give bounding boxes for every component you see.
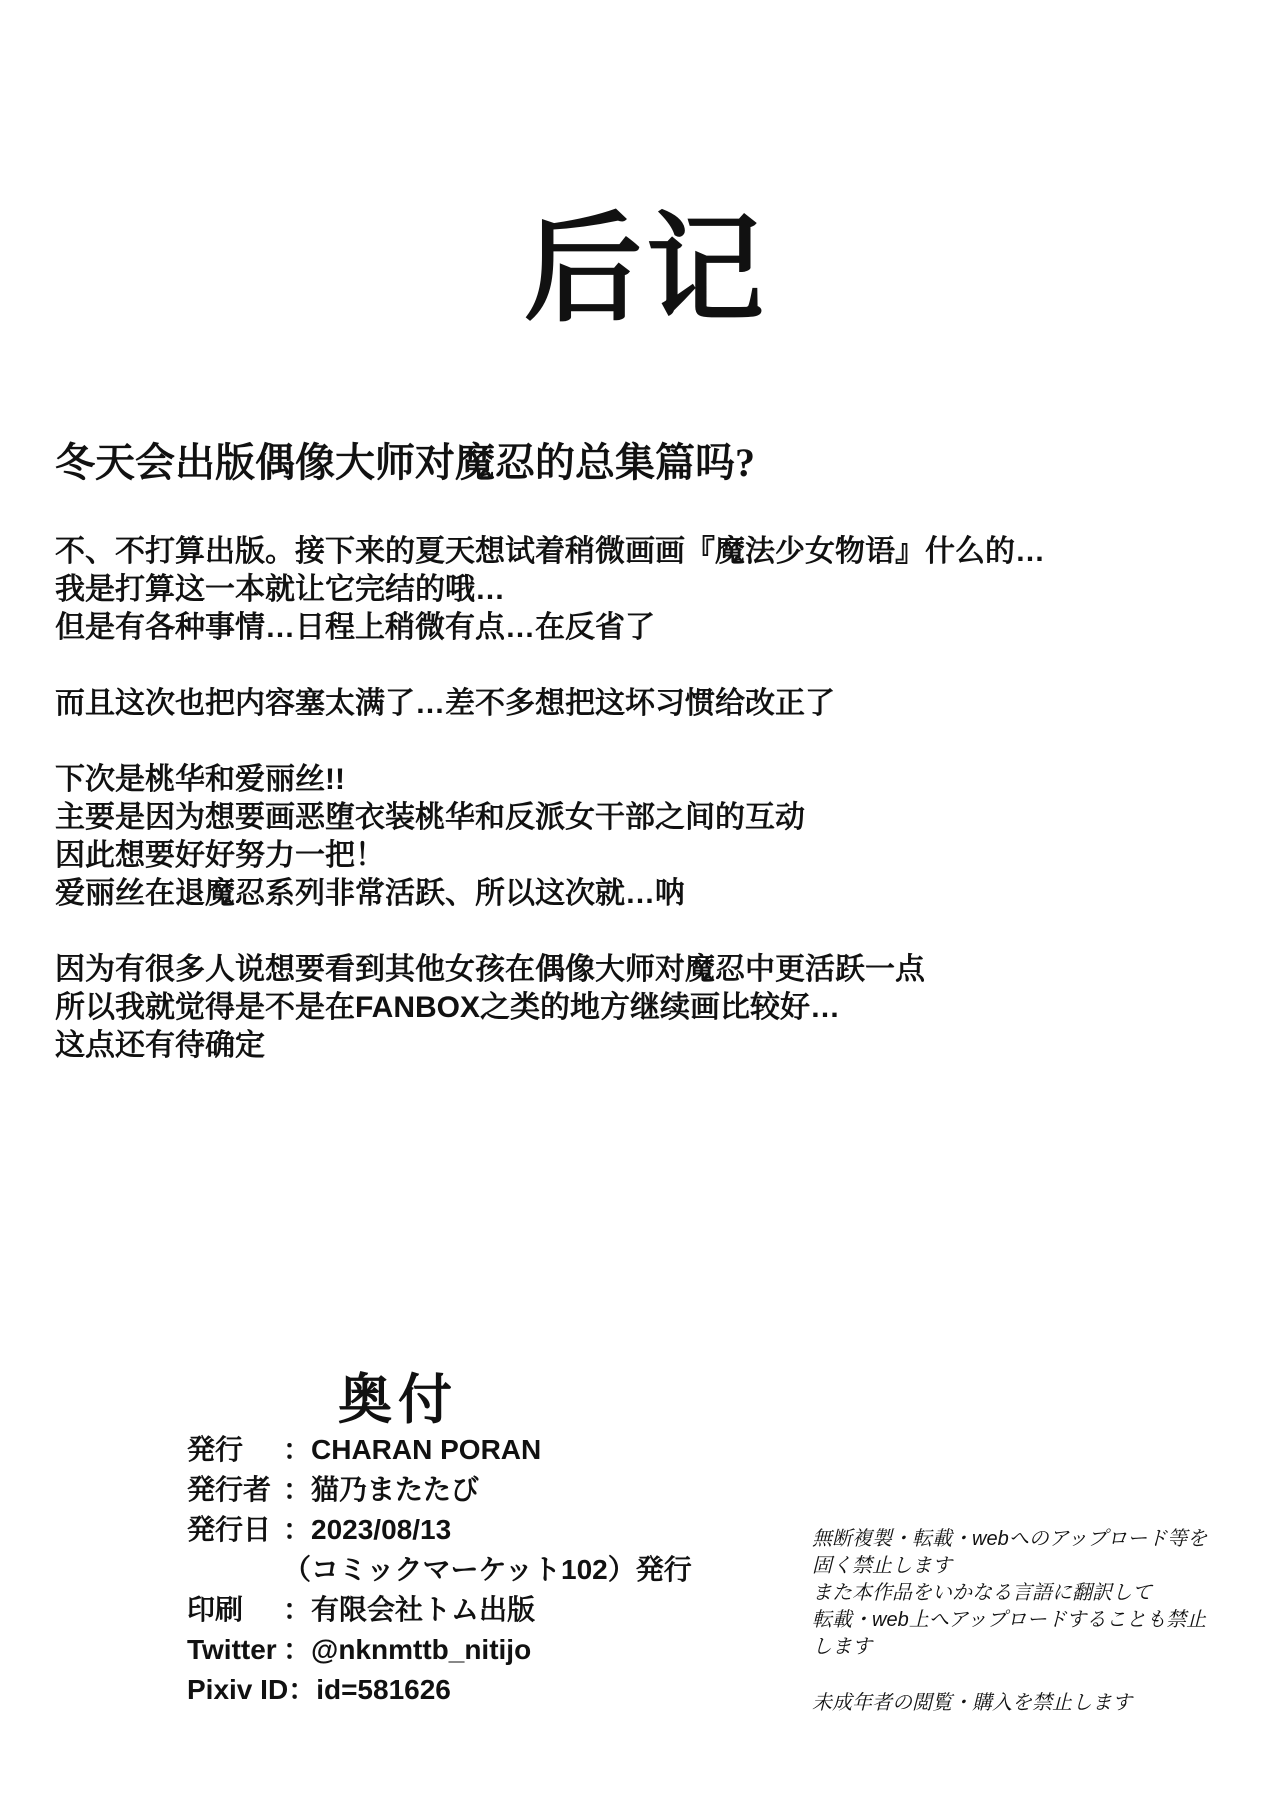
- colophon-label: 印刷: [187, 1594, 244, 1625]
- notice-line: 固く禁止します: [812, 1555, 952, 1577]
- colophon-label: 発行者: [187, 1474, 272, 1505]
- colophon-list: [187, 1430, 692, 1710]
- colophon-separator: ：: [283, 1514, 312, 1545]
- body-paragraph: [55, 951, 1250, 1065]
- colophon-separator: ：: [283, 1634, 312, 1665]
- body-line: 但是有各种事情…日程上稍微有点…在反省了: [55, 611, 655, 644]
- colophon-row: [187, 1550, 692, 1590]
- body-line: 因此想要好好努力一把！: [55, 839, 385, 872]
- colophon-row: [187, 1630, 692, 1670]
- colophon-heading: 奥付: [338, 1369, 458, 1430]
- colophon-value: 猫乃またたび: [311, 1474, 480, 1505]
- body-line: 主要是因为想要画恶堕衣装桃华和反派女干部之间的互动: [55, 801, 805, 834]
- colophon-label: 発行: [187, 1434, 244, 1465]
- colophon-separator: ：: [288, 1674, 317, 1705]
- colophon-value: @nknmttb_nitijo: [311, 1634, 532, 1665]
- notice-line: 無断複製・転載・webへのアップロード等を: [812, 1528, 1208, 1550]
- colophon-label: Twitter: [187, 1634, 277, 1665]
- body-line: 不、不打算出版。接下来的夏天想试着稍微画画『魔法少女物语』什么的…: [55, 535, 1045, 568]
- body-line: 而且这次也把内容塞太满了…差不多想把这坏习惯给改正了: [55, 687, 835, 720]
- colophon-separator: ：: [283, 1434, 312, 1465]
- colophon-separator: ：: [283, 1594, 312, 1625]
- body-line: 这点还有待确定: [55, 1029, 265, 1062]
- colophon-label: Pixiv ID: [187, 1674, 289, 1705]
- colophon-value: 2023/08/13: [311, 1514, 452, 1545]
- colophon-label: 発行日: [187, 1514, 272, 1545]
- colophon-label: [187, 1550, 283, 1590]
- colophon-value: （コミックマーケット102）発行: [283, 1554, 692, 1585]
- body-line: 我是打算这一本就让它完结的哦…: [55, 573, 505, 606]
- colophon-row: [187, 1510, 692, 1550]
- body-line: 爱丽丝在退魔忍系列非常活跃、所以这次就…呐: [55, 877, 685, 910]
- notice-lines: [812, 1526, 1212, 1661]
- body-line: 因为有很多人说想要看到其他女孩在偶像大师对魔忍中更活跃一点: [55, 953, 925, 986]
- copyright-notice: [812, 1526, 1212, 1717]
- age-restriction-notice: 未成年者の閲覧・購入を禁止します: [812, 1692, 1132, 1714]
- body-paragraph: [55, 685, 1250, 723]
- colophon-row: [187, 1470, 692, 1510]
- body-paragraph: [55, 761, 1250, 913]
- body-line: 所以我就觉得是不是在FANBOX之类的地方继续画比较好…: [55, 991, 841, 1024]
- colophon-value: 有限会社トム出版: [311, 1594, 536, 1625]
- afterword-body: [55, 533, 1250, 1103]
- notice-line: また本作品をいかなる言語に翻訳して: [812, 1582, 1152, 1604]
- question-heading: 冬天会出版偶像大师对魔忍的总集篇吗?: [55, 440, 755, 486]
- body-paragraph: [55, 533, 1250, 647]
- colophon-row: [187, 1670, 692, 1710]
- notice-line: 転載・web上へアップロードすることも禁止します: [812, 1609, 1207, 1658]
- colophon-value: id=581626: [316, 1674, 451, 1705]
- body-line: 下次是桃华和爱丽丝!!: [55, 763, 345, 796]
- colophon-separator: ：: [283, 1474, 312, 1505]
- colophon-value: CHARAN PORAN: [311, 1434, 542, 1465]
- colophon-row: [187, 1590, 692, 1630]
- page-title: 后记: [523, 204, 768, 337]
- colophon-row: [187, 1430, 692, 1470]
